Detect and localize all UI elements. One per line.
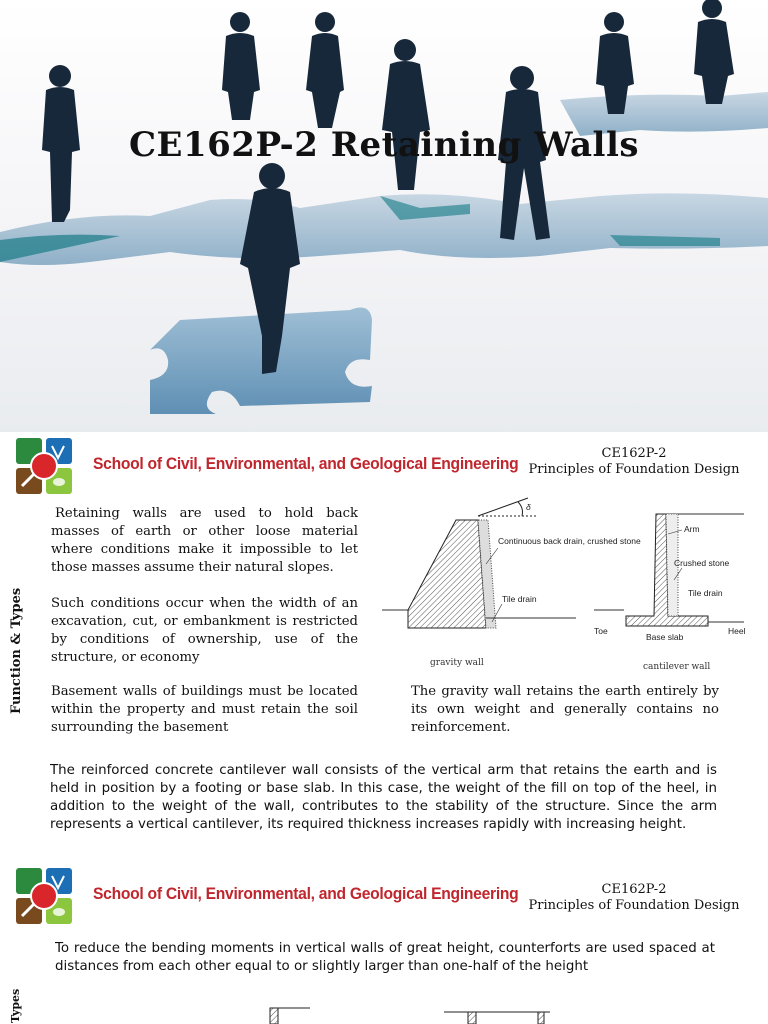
school-name: School of Civil, Environmental, and Geological Engineering [93, 884, 519, 903]
retaining-wall-figure [378, 494, 753, 674]
function-types-slide [0, 432, 768, 852]
paragraph-3: Basement walls of buildings must be located within the property and must retain the soil surrounding the basement [51, 684, 358, 735]
course-name: Principles of Foundation Design [528, 898, 740, 913]
course-header [519, 446, 749, 478]
arm-label: Arm [684, 524, 700, 534]
cantilever-wall-description: The reinforced concrete cantilever wall consists of the vertical arm that retains the earth and is held in position by a footing or base slab. In this case, the weight of the fill on top of the heel, in addition to the weight of the wall, contributes to the stability of the structure. Since the arm represents a vertical cantilever, its required thickness increases rapidly with increasing height. [50, 763, 717, 832]
cantilever-wall-caption: cantilever wall [643, 662, 711, 672]
delta-symbol: δ [526, 502, 531, 512]
course-code: CE162P-2 [601, 882, 667, 897]
counterfort-description: To reduce the bending moments in vertical walls of great height, counterforts are used spaced at distances from each other equal to or slightly larger than one-half of the height [55, 941, 715, 974]
title-slide [0, 0, 768, 432]
drain-label: Continuous back drain, crushed stone [498, 536, 641, 546]
tile-drain-left-label: Tile drain [502, 594, 537, 604]
slide-title: CE162P-2 Retaining Walls [129, 125, 639, 165]
gravity-wall-caption: gravity wall [430, 658, 484, 668]
base-slab-label: Base slab [646, 632, 684, 642]
paragraph-2: Such conditions occur when the width of an excavation, cut, or embankment is restricted by conditions of ownership, use of the structure, or economy [51, 596, 358, 665]
gravity-wall-diagram [382, 498, 641, 628]
paragraph-1: Retaining walls are used to hold back masses of earth or other loose material where conditions make it impossible to let those masses assume their natural slopes. [51, 506, 358, 575]
heel-label: Heel [728, 626, 746, 636]
crushed-stone-label: Crushed stone [674, 558, 730, 568]
cantilever-wall-diagram [594, 514, 746, 642]
side-label: Types [9, 988, 22, 1023]
tile-drain-right-label: Tile drain [688, 588, 723, 598]
course-code: CE162P-2 [601, 446, 667, 461]
counterfort-slide [0, 860, 768, 1024]
school-name: School of Civil, Environmental, and Geological Engineering [93, 454, 519, 473]
side-label: Function & Types [9, 587, 24, 714]
school-logo [14, 436, 74, 496]
course-name: Principles of Foundation Design [528, 462, 740, 477]
school-logo [14, 866, 74, 926]
toe-label: Toe [594, 626, 608, 636]
counterfort-figure [260, 1004, 560, 1024]
gravity-wall-description: The gravity wall retains the earth entirely by its own weight and generally contains no reinforcement. [411, 684, 719, 735]
course-header [519, 882, 749, 914]
business-puzzle-illustration [0, 0, 768, 432]
